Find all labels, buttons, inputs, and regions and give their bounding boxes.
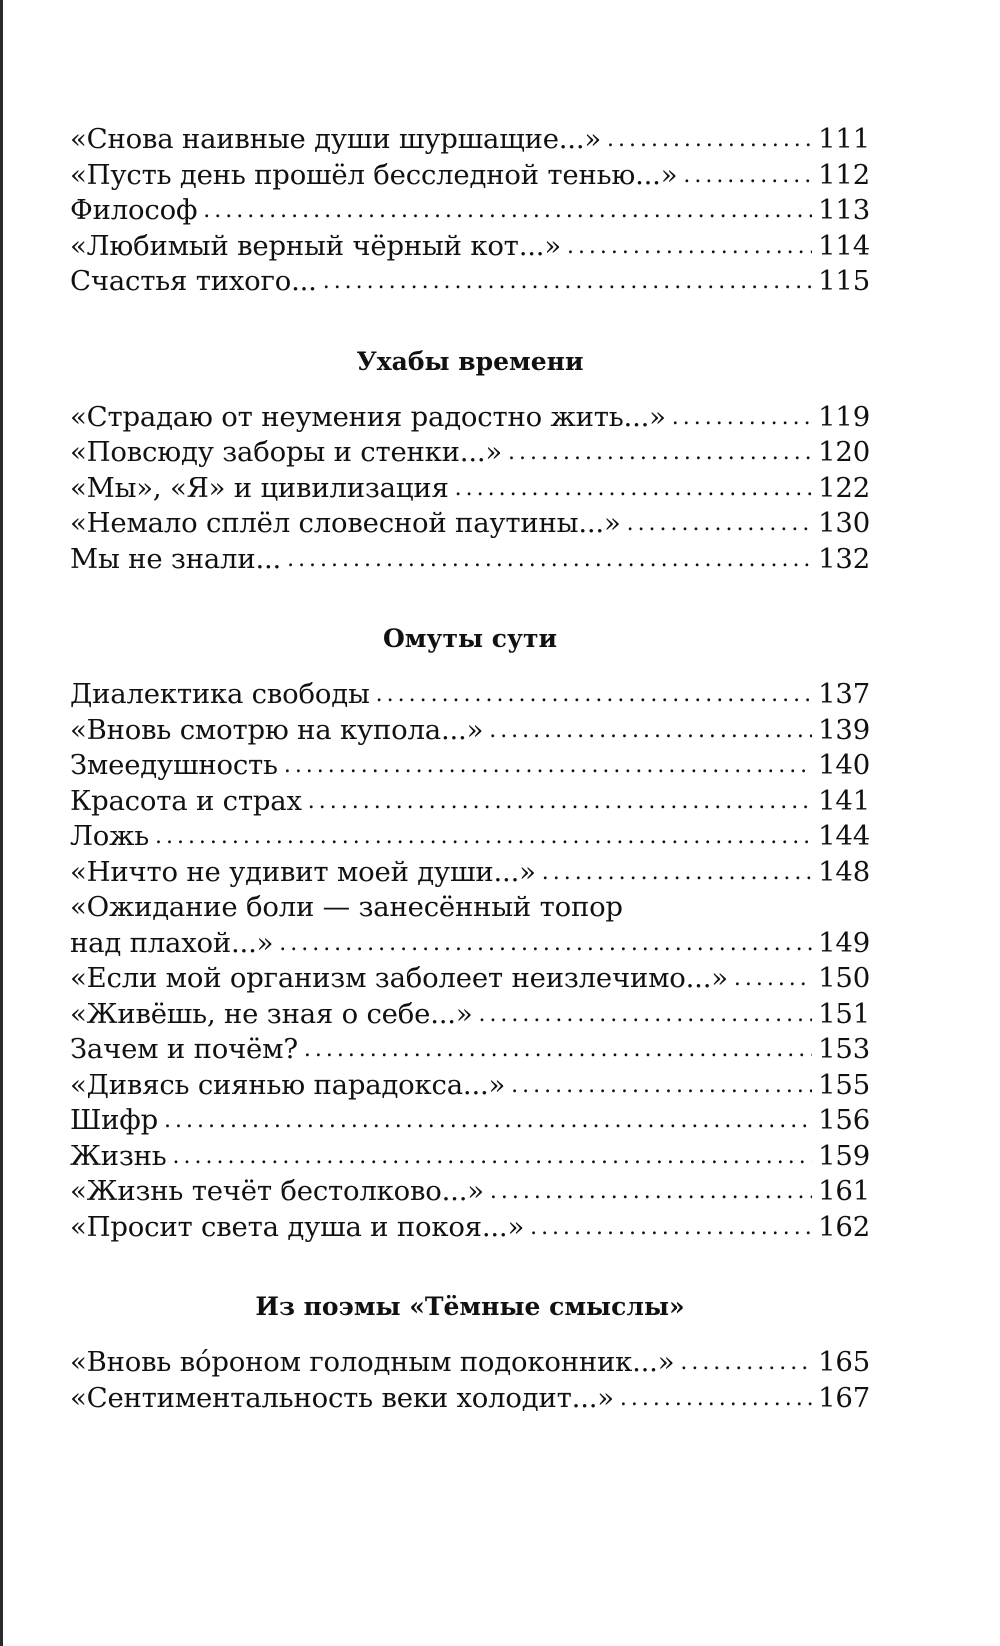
dot-leader [287,542,812,578]
dot-leader [376,677,812,713]
entry-page-number: 130 [818,507,870,539]
entry-title: «Вновь смотрю на купола...» [70,713,484,746]
dot-leader [672,400,812,436]
entry-title: «Повсюду заборы и стенки...» [70,436,503,468]
entry-title: «Просит света душа и покоя...» [70,1210,525,1243]
entry-title: «Сентиментальность веки холодит...» [70,1381,614,1414]
toc-entry[interactable] [70,122,870,158]
entry-page-number: 148 [818,855,870,888]
toc-entry[interactable] [70,435,870,471]
toc-entry[interactable] [70,1103,870,1139]
dot-leader [173,1139,813,1175]
toc-entry[interactable] [70,748,870,784]
entry-title-continuation-row [70,926,870,962]
entry-page-number: 150 [818,962,870,994]
entry-title: «Жизнь течёт бестолково...» [70,1175,484,1207]
toc-entry[interactable] [70,1210,870,1246]
entry-page-number: 119 [818,400,870,433]
table-of-contents [70,122,870,1416]
toc-section [70,122,870,300]
entry-title: «Дивясь сиянью парадокса...» [70,1068,506,1101]
toc-entry[interactable] [70,819,870,855]
section-heading: Ухабы времени [356,346,584,376]
toc-entry[interactable] [70,713,870,749]
entry-page-number: 155 [818,1068,870,1101]
entry-page-number: 120 [818,436,870,468]
toc-section [70,344,870,578]
toc-entry[interactable] [70,506,870,542]
entry-title: Мы не знали... [70,542,282,575]
dot-leader [683,158,812,194]
dot-leader [164,1103,812,1139]
toc-section [70,621,870,1245]
dot-leader [323,264,812,300]
entry-title: «Пусть день прошёл бесследной тенью...» [70,158,678,191]
dot-leader [607,122,812,158]
entry-page-number: 137 [818,678,870,710]
entry-page-number: 112 [818,158,870,191]
entry-title: Диалектика свободы [70,678,370,710]
entry-title-continuation: над плахой...» [70,926,274,959]
entry-title: «Снова наивные души шуршащие...» [70,123,602,155]
section-heading: Из поэмы «Тёмные смыслы» [255,1292,685,1321]
entry-title: «Страдаю от неумения радостно жить...» [70,400,666,433]
toc-entry[interactable] [70,229,870,265]
toc-section [70,1289,870,1416]
entry-page-number: 113 [818,194,870,226]
entry-title: Философ [70,194,198,226]
entry-page-number: 111 [818,123,870,155]
entry-title: Красота и страх [70,784,302,817]
entry-page-number: 151 [818,997,870,1030]
dot-leader [304,1032,812,1068]
entry-title: «Мы», «Я» и цивилизация [70,471,449,504]
entry-title: Счастья тихого... [70,265,317,297]
entry-title: Змеедушность [70,749,278,781]
dot-leader [620,1381,812,1417]
entry-title: Жизнь [70,1139,167,1172]
dot-leader [508,435,812,471]
toc-entry[interactable] [70,855,870,891]
entry-page-number: 156 [818,1104,870,1136]
dot-leader [511,1068,812,1104]
toc-entry[interactable] [70,1068,870,1104]
entry-page-number: 167 [818,1381,870,1414]
entry-title: «Ожидание боли — занесённый топор [70,891,623,923]
dot-leader [455,471,812,507]
toc-entry[interactable] [70,961,870,997]
entry-title: Зачем и почём? [70,1033,298,1065]
entry-page-number: 115 [818,265,870,297]
entry-page-number: 132 [818,542,870,575]
toc-entry[interactable] [70,193,870,229]
entry-title: Шифр [70,1104,159,1136]
dot-leader [279,926,812,962]
toc-entry[interactable] [70,1174,870,1210]
toc-entry[interactable] [70,400,870,436]
entry-title: «Вновь во́роном голодным подоконник...» [70,1346,675,1378]
toc-entry[interactable] [70,1381,870,1417]
dot-leader [530,1210,812,1246]
entry-title: «Если мой организм заболеет неизлечимо...» [70,962,728,994]
dot-leader [542,855,812,891]
entry-page-number: 114 [818,229,870,262]
toc-entry[interactable] [70,264,870,300]
entry-title: «Ничто не удивит моей души...» [70,855,536,888]
toc-entry[interactable] [70,158,870,194]
dot-leader [489,713,812,749]
dot-leader [203,193,812,229]
dot-leader [680,1345,812,1381]
dot-leader [490,1174,812,1210]
entry-title: «Любимый верный чёрный кот...» [70,229,561,262]
dot-leader [308,784,812,820]
entry-page-number: 122 [818,471,870,504]
dot-leader [155,819,812,855]
entry-page-number: 140 [818,749,870,781]
toc-entry[interactable] [70,542,870,578]
entry-title: Ложь [70,820,149,852]
dot-leader [627,506,813,542]
entry-title: «Немало сплёл словесной паутины...» [70,507,621,539]
toc-entry[interactable] [70,677,870,713]
toc-entry[interactable] [70,997,870,1033]
entry-page-number: 159 [818,1139,870,1172]
entry-page-number: 165 [818,1346,870,1378]
toc-entry[interactable] [70,471,870,507]
toc-entry[interactable] [70,1032,870,1068]
entry-page-number: 153 [818,1033,870,1065]
dot-leader [478,997,812,1033]
entry-title: «Живёшь, не зная о себе...» [70,997,473,1030]
dot-leader [567,229,812,265]
dot-leader [734,961,812,997]
entry-page-number: 161 [818,1175,870,1207]
page-edge [0,0,3,1646]
entry-page-number: 141 [818,784,870,817]
entry-page-number: 149 [818,926,870,959]
toc-entry[interactable] [70,890,870,961]
toc-entry[interactable] [70,1345,870,1381]
toc-entry[interactable] [70,784,870,820]
entry-page-number: 144 [818,820,870,852]
section-heading: Омуты сути [382,624,557,653]
entry-page-number: 162 [818,1210,870,1243]
entry-page-number: 139 [818,713,870,746]
toc-entry[interactable] [70,1139,870,1175]
dot-leader [284,748,812,784]
